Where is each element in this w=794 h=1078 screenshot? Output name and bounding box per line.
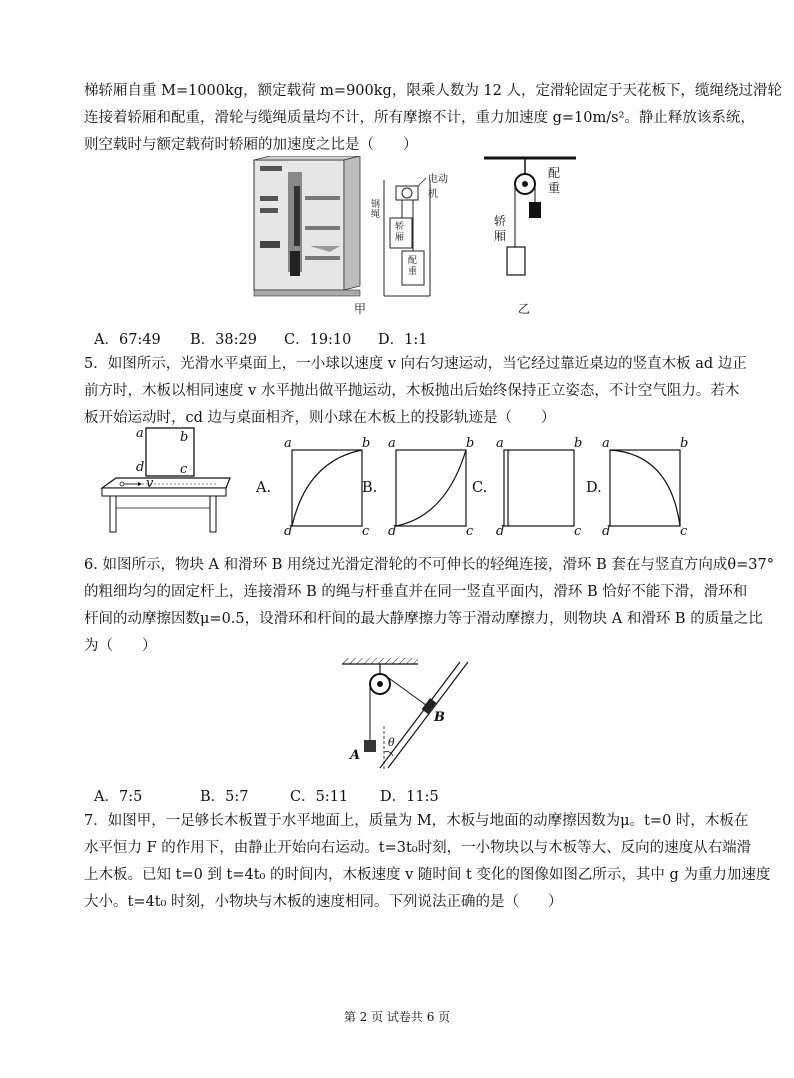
q5b-corner-b: b — [466, 436, 475, 451]
q6-line-2: 的粗细均匀的固定杆上，连接滑环 B 的绳与杆垂直并在同一竖直平面内，滑环 B 恰好不能下滑，滑环和 — [84, 584, 748, 600]
board-corner-a: a — [136, 426, 144, 441]
q6-option-c: C．5:11 — [290, 789, 349, 805]
q5-line-3: 板开始运动时，cd 边与桌面相齐，则小球在木板上的投影轨迹是（ ） — [84, 410, 556, 426]
q5a-corner-a: a — [284, 436, 292, 451]
theta-label: θ — [388, 736, 395, 749]
board-corner-c: c — [180, 462, 188, 477]
q5-choice-a-label: A. — [256, 480, 272, 496]
q5b-corner-c: c — [466, 524, 474, 539]
q6-line-1: 6. 如图所示，物块 A 和滑环 B 用绕过光滑定滑轮的不可伸长的轻绳连接，滑环 B 套在与竖直方向成θ=37° — [84, 557, 774, 573]
rope-label: 钢绳 — [371, 200, 381, 220]
velocity-label: v — [146, 476, 154, 491]
q7-line-2: 水平恒力 F 的作用下，由静止开始向右运动。t=3t₀时刻，一小物块以与木板等大、反向的速度从右端滑 — [84, 840, 752, 856]
table-drawing — [98, 426, 238, 536]
q5-choice-b-curve — [386, 436, 476, 536]
elevator-diagram-jia — [250, 156, 450, 316]
q5-choice-b-graph — [386, 436, 476, 539]
q5-choice-b-label: B. — [362, 480, 378, 496]
q5-choice-d-graph — [600, 436, 690, 539]
q5-choice-a-curve — [282, 436, 372, 536]
table-and-board-figure — [98, 426, 238, 536]
q4-option-b: B．38:29 — [190, 332, 257, 348]
q4-line-1: 梯轿厢自重 M=1000kg，额定载荷 m=900kg，限乘人数为 12 人，定滑轮固定于天花板下，缆绳绕过滑轮 — [84, 83, 782, 99]
page-footer: 第 2 页 试卷共 6 页 — [343, 1010, 451, 1024]
q5-choice-d-curve — [600, 436, 690, 536]
q5c-corner-a: a — [496, 436, 504, 451]
q5d-corner-a: a — [602, 436, 610, 451]
car-label-yi: 轿厢 — [494, 214, 507, 243]
pulley-diagram-yi — [480, 152, 580, 320]
q6-option-a: A．7:5 — [94, 789, 143, 805]
elevator-building-illustration — [250, 156, 450, 316]
q4-line-2: 连接着轿厢和配重，滑轮与缆绳质量均不计，所有摩擦不计，重力加速度 g=10m/s²。静止释放该系统， — [84, 110, 755, 126]
q4-option-d: D．1:1 — [378, 332, 428, 348]
q6-option-b: B．5:7 — [200, 789, 249, 805]
q6-line-3: 杆间的动摩擦因数μ=0.5，设滑环和杆间的最大静摩擦力等于滑动摩擦力，则物块 A 和滑环 B 的质量之比 — [84, 611, 763, 627]
q5-line-2: 前方时，木板以相同速度 v 水平抛出做平抛运动，木板抛出后始终保持正立姿态，不计空气阻力。若木 — [84, 383, 740, 399]
q5c-corner-b: b — [574, 436, 583, 451]
q5c-corner-d: d — [496, 524, 505, 539]
q5-choice-c-graph — [494, 436, 584, 539]
ring-b-label: B — [434, 710, 445, 725]
q5a-corner-c: c — [362, 524, 370, 539]
q5a-corner-b: b — [362, 436, 371, 451]
q5a-corner-d: d — [284, 524, 293, 539]
car-label-jia: 轿厢 — [395, 222, 405, 243]
q5-choice-c-line — [494, 436, 584, 536]
q5b-corner-a: a — [388, 436, 396, 451]
q7-line-1: 7．如图甲，一足够长木板置于水平地面上，质量为 M，木板与地面的动摩擦因数为μ。t=0 时，木板在 — [84, 813, 749, 829]
motor-label: 电动机 — [428, 174, 448, 200]
q5c-corner-c: c — [574, 524, 582, 539]
block-a-label: A — [350, 748, 361, 763]
slide-ring-pulley-figure — [336, 656, 476, 772]
q4-option-c: C．19:10 — [284, 332, 352, 348]
q7-line-3: 上木板。已知 t=0 到 t=4t₀ 的时间内，木板速度 v 随时间 t 变化的图像如图乙所示，其中 g 为重力加速度 — [84, 867, 771, 883]
board-corner-d: d — [136, 460, 145, 475]
counterweight-label-yi: 配重 — [548, 166, 561, 195]
counterweight-label-jia: 配重 — [408, 256, 418, 277]
q5-choice-d-label: D. — [586, 480, 602, 496]
q6-option-d: D．11:5 — [380, 789, 439, 805]
q5-choice-c-label: C. — [472, 480, 488, 496]
q4-line-3: 则空载时与额定载荷时轿厢的加速度之比是（ ） — [84, 137, 418, 153]
q6-line-4: 为（ ） — [84, 638, 157, 654]
q5-choice-a-graph — [282, 436, 372, 539]
caption-yi: 乙 — [518, 302, 531, 316]
q5d-corner-b: b — [680, 436, 689, 451]
board-corner-b: b — [180, 430, 189, 445]
q5d-corner-d: d — [602, 524, 611, 539]
q4-option-a: A．67:49 — [94, 332, 161, 348]
caption-jia: 甲 — [354, 302, 367, 316]
q5d-corner-c: c — [680, 524, 688, 539]
q5b-corner-d: d — [388, 524, 397, 539]
q5-line-1: 5．如图所示，光滑水平桌面上，一小球以速度 v 向右匀速运动，当它经过靠近桌边的竖直木板 ad 边正 — [84, 356, 747, 372]
q7-line-4: 大小。t=4t₀ 时刻，小物块与木板的速度相同。下列说法正确的是（ ） — [84, 894, 563, 910]
